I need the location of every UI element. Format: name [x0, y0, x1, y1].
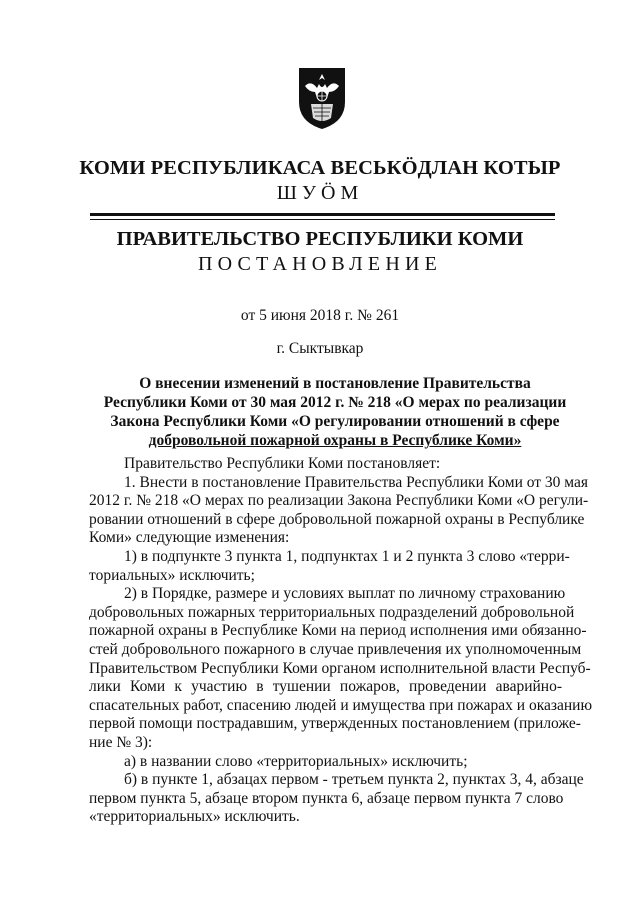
- government-title: ПРАВИТЕЛЬСТВО РЕСПУБЛИКИ КОМИ: [116, 228, 524, 250]
- body-line: ние № 3):: [89, 733, 153, 751]
- document-type: ПОСТАНОВЛЕНИЕ: [197, 253, 443, 275]
- body-line: спасательных работ, спасению людей и имущества при пожарах и оказанию: [89, 696, 593, 714]
- body-line: лики Коми к участию в тушении пожаров, проведении аварийно-: [89, 678, 562, 696]
- document-body: [89, 455, 593, 827]
- body-line: а) в названии слово «территориальных» исключить;: [124, 752, 468, 770]
- subject-line: О внесении изменений в постановление Правительства: [139, 375, 531, 392]
- header-divider-thick: [90, 213, 555, 216]
- komi-government-title: КОМИ РЕСПУБЛИКАСА ВЕСЬКӦДЛАН КОТЫР: [79, 157, 561, 179]
- body-line: первом пункта 5, абзаце втором пункта 6, абзаце первом пункта 7 слово: [89, 789, 564, 807]
- subject-line: Республики Коми от 30 мая 2012 г. № 218 «О мерах по реализации: [103, 394, 567, 411]
- document-city: г. Сыктывкар: [276, 340, 364, 357]
- komi-document-type: ШУӦМ: [276, 182, 364, 204]
- body-line: ториальных» исключить;: [89, 566, 255, 584]
- document-date-number: от 5 июня 2018 г. № 261: [240, 307, 400, 324]
- body-line: 1) в подпункте 3 пункта 1, подпунктах 1 и 2 пункта 3 слово «терри-: [124, 547, 570, 565]
- subject-line: Закона Республики Коми «О регулировании отношений в сфере: [110, 413, 560, 430]
- body-line: Правительством Республики Коми органом исполнительной власти Респуб-: [89, 659, 591, 677]
- body-line: ровании отношений в сфере добровольной пожарной охраны в Республике: [89, 510, 585, 528]
- body-line: добровольных пожарных территориальных подразделений добровольной: [89, 603, 575, 621]
- body-line: «территориальных» исключить.: [89, 808, 300, 826]
- coat-of-arms-icon: [297, 62, 347, 130]
- body-line: стей добровольного пожарного в случае привлечения их уполномоченным: [89, 640, 582, 658]
- body-line: Коми» следующие изменения:: [89, 529, 290, 547]
- body-line: пожарной охраны в Республике Коми на период исполнения ими обязанно-: [89, 622, 587, 640]
- body-line: первой помощи пострадавшим, утвержденных постановлением (приложе-: [89, 715, 581, 733]
- body-line: б) в пункте 1, абзацах первом - третьем пункта 2, пунктах 3, 4, абзаце: [124, 771, 584, 789]
- subject-line-underlined: добровольной пожарной охраны в Республике Коми»: [148, 432, 522, 449]
- body-line: Правительство Республики Коми постановляет:: [124, 455, 441, 472]
- body-line: 1. Внести в постановление Правительства Республики Коми от 30 мая: [124, 473, 589, 491]
- body-line: 2) в Порядке, размере и условиях выплат по личному страхованию: [124, 585, 566, 603]
- body-line: 2012 г. № 218 «О мерах по реализации Закона Республики Коми «О регули-: [89, 492, 589, 510]
- subject-line: [0, 431, 640, 450]
- header-divider-thin: [90, 219, 555, 220]
